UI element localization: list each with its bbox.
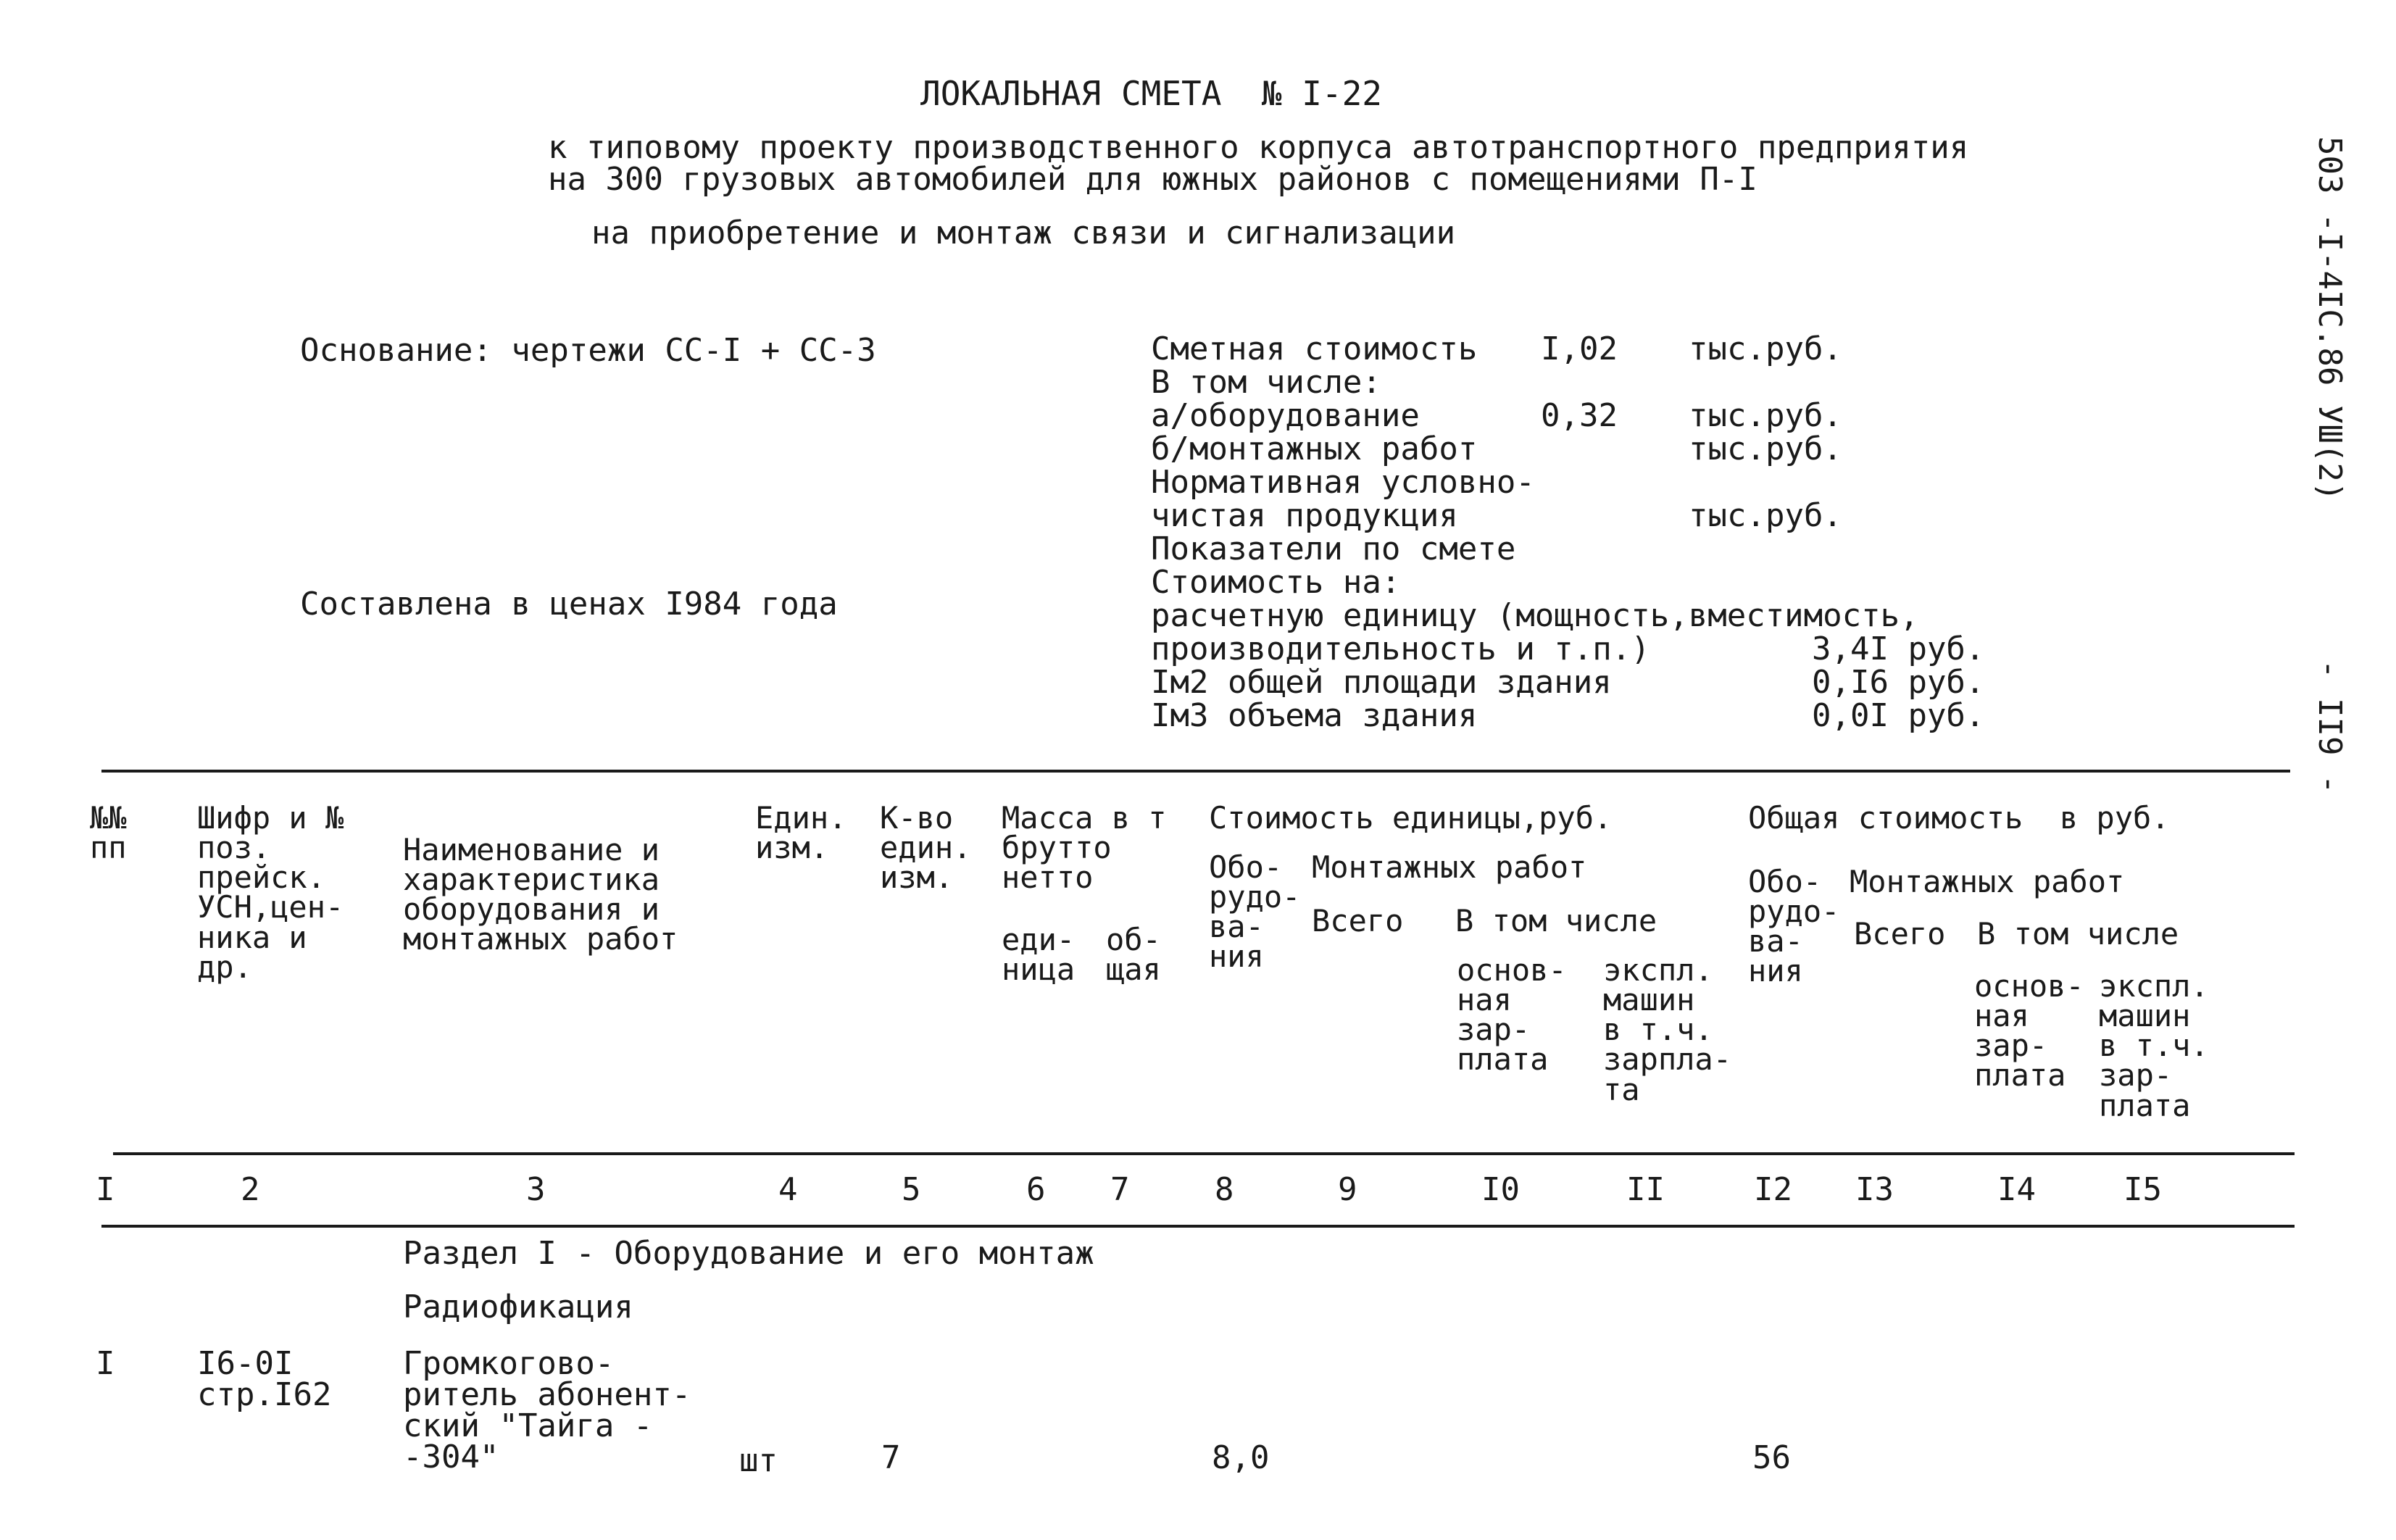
header-col-2: Шифр и № поз. прейск. УСН,цен- ника и др.	[197, 800, 344, 985]
column-number: 5	[902, 1171, 921, 1208]
volume-value: 0,0I руб.	[1812, 697, 1985, 734]
header-unit-including: В том числе	[1455, 903, 1657, 938]
header-total-including: В том числе	[1977, 916, 2179, 952]
normative-label-line-1: Нормативная условно-	[1151, 464, 1535, 501]
header-col-7: об- щая	[1106, 922, 1161, 988]
column-number: 8	[1215, 1171, 1234, 1208]
installation-unit: тыс.руб.	[1689, 430, 1842, 467]
section-title: Раздел I - Оборудование и его монтаж	[403, 1235, 1094, 1272]
header-col-5: К-во един. изм.	[880, 800, 972, 896]
area-label: Iм2 общей площади здания	[1151, 664, 1612, 701]
header-col-13: Всего	[1854, 916, 1946, 952]
row-code: I6-0I стр.I62	[197, 1345, 332, 1414]
column-number: 6	[1026, 1171, 1046, 1208]
header-total-installation: Монтажных работ	[1850, 864, 2125, 899]
unit-label-line-1: расчетную единицу (мощность,вместимость,	[1151, 597, 1919, 634]
column-number: 2	[241, 1171, 260, 1208]
column-numbers-rule	[101, 1225, 2295, 1228]
installation-label: б/монтажных работ	[1151, 430, 1478, 467]
unit-label-line-2: производительность и т.п.)	[1151, 630, 1650, 667]
side-document-code: 503 -I-4IC.86 УШ(2)	[2311, 136, 2348, 501]
estimated-cost-unit: тыс.руб.	[1689, 330, 1842, 367]
cost-per-label: Стоимость на:	[1151, 564, 1401, 601]
subtitle-line-1: к типовому проекту производственного корпуса автотранспортного предприятия	[548, 129, 1969, 166]
equipment-label: а/оборудование	[1151, 397, 1420, 434]
normative-unit: тыс.руб.	[1689, 497, 1842, 534]
equipment-unit: тыс.руб.	[1689, 397, 1842, 434]
header-unit-installation: Монтажных работ	[1312, 849, 1587, 885]
row-name: Громкогово- ритель абонент- ский "Тайга - -304"	[403, 1345, 691, 1476]
basis-label: Основание: чертежи СС-I + СС-3	[300, 332, 876, 369]
column-number: I3	[1855, 1171, 1894, 1208]
header-col-1: №№ пп	[90, 800, 127, 866]
section-subtitle: Радиофикация	[403, 1289, 633, 1325]
header-col-3: Наименование и характеристика оборудования и монтажных работ	[403, 832, 678, 957]
header-total-cost: Общая стоимость в руб.	[1748, 800, 2170, 836]
header-unit-cost: Стоимость единицы,руб.	[1209, 800, 1613, 836]
row-unit: шт	[739, 1442, 778, 1479]
column-number: I4	[1997, 1171, 2036, 1208]
column-number: I2	[1754, 1171, 1792, 1208]
header-col-15: экспл. машин в т.ч. зар- плата	[2099, 968, 2209, 1123]
subtitle-line-2: на 300 грузовых автомобилей для южных районов с помещениями П-I	[548, 161, 1758, 198]
header-bottom-rule	[113, 1152, 2295, 1155]
subtitle-line-3: на приобретение и монтаж связи и сигнализации	[591, 215, 1456, 251]
estimated-cost-value: I,02	[1541, 330, 1618, 367]
header-col-9: Всего	[1312, 903, 1404, 938]
indicators-label: Показатели по смете	[1151, 530, 1516, 567]
header-mass: Масса в т брутто нетто	[1002, 800, 1167, 896]
row-equipment-total: 56	[1752, 1439, 1791, 1476]
header-col-6: еди- ница	[1002, 922, 1076, 988]
volume-label: Iм3 объема здания	[1151, 697, 1478, 734]
document-title: ЛОКАЛЬНАЯ СМЕТА № I-22	[920, 74, 1382, 113]
page-number: - II9 -	[2311, 659, 2348, 794]
table-top-rule	[101, 770, 2290, 773]
prices-label: Составлена в ценах I984 года	[300, 586, 838, 623]
column-number: II	[1626, 1171, 1665, 1208]
row-number: I	[96, 1345, 115, 1382]
column-number: I5	[2123, 1171, 2162, 1208]
equipment-value: 0,32	[1541, 397, 1618, 434]
column-number: 9	[1338, 1171, 1357, 1208]
area-value: 0,I6 руб.	[1812, 664, 1985, 701]
column-number: 7	[1110, 1171, 1130, 1208]
column-number: I0	[1481, 1171, 1520, 1208]
row-quantity: 7	[881, 1439, 901, 1476]
normative-label-line-2: чистая продукция	[1151, 497, 1458, 534]
column-number: I	[96, 1171, 115, 1208]
column-number: 4	[778, 1171, 798, 1208]
header-col-11: экспл. машин в т.ч. зарпла- та	[1603, 952, 1732, 1107]
column-number: 3	[526, 1171, 546, 1208]
header-col-8: Обо- рудо- ва- ния	[1209, 849, 1301, 975]
row-equipment-unit-cost: 8,0	[1212, 1439, 1270, 1476]
estimated-cost-label: Сметная стоимость	[1151, 330, 1478, 367]
header-col-12: Обо- рудо- ва- ния	[1748, 864, 1840, 989]
unit-value: 3,4I руб.	[1812, 630, 1985, 667]
including-label: В том числе:	[1151, 364, 1381, 401]
header-col-14: основ- ная зар- плата	[1974, 968, 2084, 1094]
header-col-4: Един. изм.	[755, 800, 847, 866]
header-col-10: основ- ная зар- плата	[1457, 952, 1567, 1078]
